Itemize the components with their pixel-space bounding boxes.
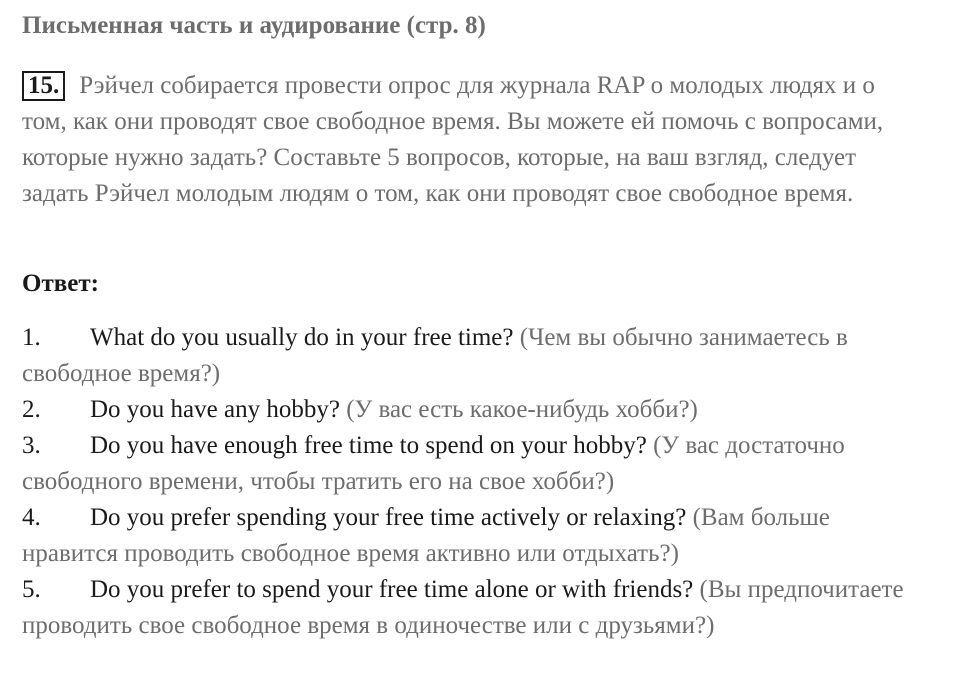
- task-description: [22, 68, 922, 212]
- russian-translation: (Чем вы обычно занимаетесь в свободное время?): [22, 324, 848, 387]
- english-question: What do you usually do in your free time?: [90, 324, 514, 351]
- english-question: Do you have enough free time to spend on your hobby?: [90, 432, 647, 459]
- answer-number: 5.: [22, 576, 41, 603]
- answer-number: 2.: [22, 396, 41, 423]
- english-question: Do you prefer spending your free time actively or relaxing?: [90, 504, 687, 531]
- section-title: Письменная часть и аудирование (стр. 8): [22, 12, 486, 39]
- answer-item-4: [22, 500, 927, 572]
- answer-number: 4.: [22, 504, 41, 531]
- answer-label: Ответ:: [22, 270, 99, 297]
- answer-list: [22, 320, 927, 644]
- english-question: Do you prefer to spend your free time alone or with friends?: [90, 576, 694, 603]
- task-text: Рэйчел собирается провести опрос для журнала RAP о молодых людях и о том, как они проводят свое свободное время. Вы можете ей помочь с вопросами, которые нужно задать? Составьте 5 вопросов, которые, на ваш взгляд, следует задать Рэйчел молодым людям о том, как они проводят свое свободное время.: [22, 72, 884, 207]
- task-number-badge: 15.: [22, 71, 65, 101]
- russian-translation: (Вам больше нравится проводить свободное время активно или отдыхать?): [22, 504, 830, 567]
- answer-item-1: [22, 320, 927, 392]
- answer-number: 1.: [22, 324, 41, 351]
- answer-item-3: [22, 428, 927, 500]
- russian-translation: (Вы предпочитаете проводить свое свободное время в одиночестве или с друзьями?): [22, 576, 904, 639]
- answer-item-5: [22, 572, 927, 644]
- english-question: Do you have any hobby?: [90, 396, 340, 423]
- russian-translation: (У вас достаточно свободного времени, чтобы тратить его на свое хобби?): [22, 432, 845, 495]
- russian-translation: (У вас есть какое-нибудь хобби?): [346, 396, 698, 423]
- answer-number: 3.: [22, 432, 41, 459]
- answer-item-2: [22, 392, 927, 428]
